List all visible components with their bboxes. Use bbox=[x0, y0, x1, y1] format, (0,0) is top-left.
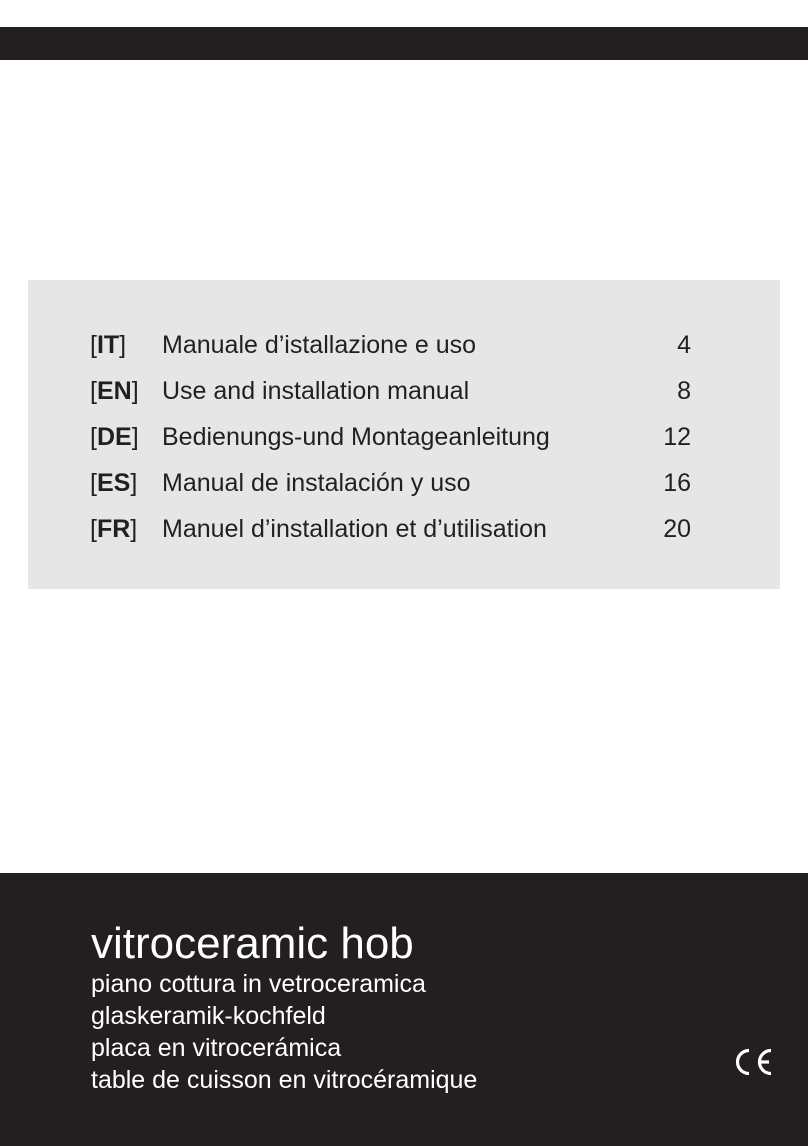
toc-language-code: [FR] bbox=[90, 515, 138, 543]
toc-entry-fr[interactable] bbox=[28, 509, 780, 549]
toc-entry-it[interactable] bbox=[28, 325, 780, 365]
toc-entry-de[interactable] bbox=[28, 417, 780, 457]
toc-page-number: 4 bbox=[677, 331, 691, 359]
toc-entry-title: Manuel d’installation et d’utilisation bbox=[162, 515, 547, 543]
toc-page-number: 12 bbox=[663, 423, 691, 451]
product-title-block bbox=[0, 873, 808, 1146]
product-subtitle-es: placa en vitrocerámica bbox=[91, 1034, 342, 1062]
toc-entry-title: Manual de instalación y uso bbox=[162, 469, 471, 497]
toc-page-number: 20 bbox=[663, 515, 691, 543]
toc-language-code: [EN] bbox=[90, 377, 139, 405]
toc-entry-en[interactable] bbox=[28, 371, 780, 411]
product-title: vitroceramic hob bbox=[91, 919, 414, 968]
toc-language-code: [DE] bbox=[90, 423, 139, 451]
toc-entry-title: Bedienungs-und Montageanleitung bbox=[162, 423, 550, 451]
toc-entry-es[interactable] bbox=[28, 463, 780, 503]
toc-entry-title: Use and installation manual bbox=[162, 377, 470, 405]
product-subtitle-it: piano cottura in vetroceramica bbox=[91, 970, 426, 998]
ce-mark-icon bbox=[732, 1047, 774, 1077]
table-of-contents bbox=[28, 280, 780, 589]
toc-page-number: 16 bbox=[663, 469, 691, 497]
toc-entry-title: Manuale d’istallazione e uso bbox=[162, 331, 477, 359]
toc-page-number: 8 bbox=[677, 377, 691, 405]
toc-language-code: [IT] bbox=[90, 331, 127, 359]
product-subtitle-de: glaskeramik-kochfeld bbox=[91, 1002, 326, 1030]
toc-language-code: [ES] bbox=[90, 469, 138, 497]
top-header-bar bbox=[0, 27, 808, 60]
product-subtitle-fr: table de cuisson en vitrocéramique bbox=[91, 1066, 478, 1094]
